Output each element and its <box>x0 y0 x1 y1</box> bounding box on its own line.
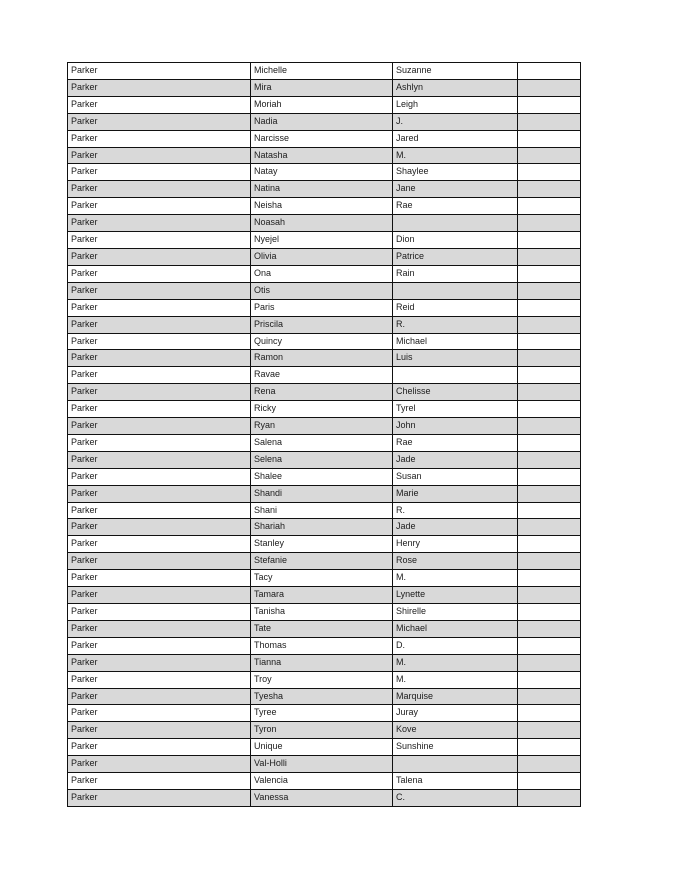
middle-name-cell: Rain <box>393 265 518 282</box>
first-name-cell: Tyron <box>251 722 393 739</box>
table-row <box>68 451 581 468</box>
table-row <box>68 248 581 265</box>
middle-name-cell: Leigh <box>393 96 518 113</box>
last-name-cell: Parker <box>68 620 251 637</box>
blank-cell <box>518 722 581 739</box>
middle-name-cell: Rae <box>393 198 518 215</box>
table-row <box>68 739 581 756</box>
first-name-cell: Selena <box>251 451 393 468</box>
last-name-cell: Parker <box>68 147 251 164</box>
table-row <box>68 350 581 367</box>
blank-cell <box>518 587 581 604</box>
blank-cell <box>518 688 581 705</box>
middle-name-cell: M. <box>393 570 518 587</box>
middle-name-cell: M. <box>393 671 518 688</box>
blank-cell <box>518 570 581 587</box>
first-name-cell: Valencia <box>251 773 393 790</box>
first-name-cell: Paris <box>251 299 393 316</box>
blank-cell <box>518 418 581 435</box>
last-name-cell: Parker <box>68 739 251 756</box>
first-name-cell: Tianna <box>251 654 393 671</box>
first-name-cell: Shariah <box>251 519 393 536</box>
first-name-cell: Nyejel <box>251 232 393 249</box>
middle-name-cell: Jade <box>393 451 518 468</box>
table-row <box>68 181 581 198</box>
middle-name-cell <box>393 282 518 299</box>
middle-name-cell: M. <box>393 147 518 164</box>
last-name-cell: Parker <box>68 688 251 705</box>
first-name-cell: Val-Holli <box>251 756 393 773</box>
first-name-cell: Tamara <box>251 587 393 604</box>
name-roster-body <box>68 63 581 807</box>
first-name-cell: Ryan <box>251 418 393 435</box>
middle-name-cell: Jade <box>393 519 518 536</box>
last-name-cell: Parker <box>68 705 251 722</box>
table-row <box>68 418 581 435</box>
table-row <box>68 384 581 401</box>
table-row <box>68 215 581 232</box>
blank-cell <box>518 384 581 401</box>
table-row <box>68 654 581 671</box>
table-row <box>68 147 581 164</box>
last-name-cell: Parker <box>68 232 251 249</box>
first-name-cell: Tanisha <box>251 604 393 621</box>
last-name-cell: Parker <box>68 434 251 451</box>
middle-name-cell: John <box>393 418 518 435</box>
last-name-cell: Parker <box>68 316 251 333</box>
middle-name-cell: Ashlyn <box>393 79 518 96</box>
last-name-cell: Parker <box>68 350 251 367</box>
last-name-cell: Parker <box>68 418 251 435</box>
middle-name-cell: Juray <box>393 705 518 722</box>
middle-name-cell: Rose <box>393 553 518 570</box>
first-name-cell: Ona <box>251 265 393 282</box>
last-name-cell: Parker <box>68 367 251 384</box>
table-row <box>68 789 581 806</box>
middle-name-cell: Kove <box>393 722 518 739</box>
table-row <box>68 96 581 113</box>
blank-cell <box>518 265 581 282</box>
blank-cell <box>518 282 581 299</box>
middle-name-cell: Chelisse <box>393 384 518 401</box>
table-row <box>68 688 581 705</box>
last-name-cell: Parker <box>68 519 251 536</box>
last-name-cell: Parker <box>68 63 251 80</box>
last-name-cell: Parker <box>68 451 251 468</box>
first-name-cell: Moriah <box>251 96 393 113</box>
first-name-cell: Natasha <box>251 147 393 164</box>
first-name-cell: Troy <box>251 671 393 688</box>
table-row <box>68 367 581 384</box>
last-name-cell: Parker <box>68 215 251 232</box>
last-name-cell: Parker <box>68 282 251 299</box>
table-row <box>68 756 581 773</box>
table-row <box>68 299 581 316</box>
table-row <box>68 722 581 739</box>
last-name-cell: Parker <box>68 570 251 587</box>
middle-name-cell: J. <box>393 113 518 130</box>
blank-cell <box>518 519 581 536</box>
table-row <box>68 63 581 80</box>
first-name-cell: Shani <box>251 502 393 519</box>
table-row <box>68 282 581 299</box>
middle-name-cell: Michael <box>393 333 518 350</box>
last-name-cell: Parker <box>68 265 251 282</box>
blank-cell <box>518 316 581 333</box>
first-name-cell: Tacy <box>251 570 393 587</box>
last-name-cell: Parker <box>68 248 251 265</box>
middle-name-cell: Shirelle <box>393 604 518 621</box>
first-name-cell: Nadia <box>251 113 393 130</box>
table-row <box>68 333 581 350</box>
last-name-cell: Parker <box>68 401 251 418</box>
blank-cell <box>518 164 581 181</box>
table-row <box>68 502 581 519</box>
middle-name-cell: Marie <box>393 485 518 502</box>
middle-name-cell: R. <box>393 316 518 333</box>
middle-name-cell: Sunshine <box>393 739 518 756</box>
last-name-cell: Parker <box>68 553 251 570</box>
table-row <box>68 401 581 418</box>
first-name-cell: Unique <box>251 739 393 756</box>
last-name-cell: Parker <box>68 637 251 654</box>
blank-cell <box>518 468 581 485</box>
middle-name-cell: Shaylee <box>393 164 518 181</box>
first-name-cell: Neisha <box>251 198 393 215</box>
blank-cell <box>518 147 581 164</box>
blank-cell <box>518 502 581 519</box>
middle-name-cell: Lynette <box>393 587 518 604</box>
middle-name-cell: C. <box>393 789 518 806</box>
first-name-cell: Tate <box>251 620 393 637</box>
last-name-cell: Parker <box>68 113 251 130</box>
first-name-cell: Olivia <box>251 248 393 265</box>
table-row <box>68 536 581 553</box>
first-name-cell: Salena <box>251 434 393 451</box>
last-name-cell: Parker <box>68 789 251 806</box>
first-name-cell: Otis <box>251 282 393 299</box>
table-row <box>68 265 581 282</box>
first-name-cell: Mira <box>251 79 393 96</box>
table-row <box>68 198 581 215</box>
first-name-cell: Stefanie <box>251 553 393 570</box>
blank-cell <box>518 63 581 80</box>
table-row <box>68 232 581 249</box>
table-row <box>68 587 581 604</box>
blank-cell <box>518 79 581 96</box>
last-name-cell: Parker <box>68 756 251 773</box>
blank-cell <box>518 198 581 215</box>
blank-cell <box>518 637 581 654</box>
last-name-cell: Parker <box>68 79 251 96</box>
middle-name-cell: Marquise <box>393 688 518 705</box>
last-name-cell: Parker <box>68 671 251 688</box>
middle-name-cell: R. <box>393 502 518 519</box>
first-name-cell: Ricky <box>251 401 393 418</box>
middle-name-cell: Suzanne <box>393 63 518 80</box>
last-name-cell: Parker <box>68 485 251 502</box>
last-name-cell: Parker <box>68 722 251 739</box>
last-name-cell: Parker <box>68 604 251 621</box>
middle-name-cell: Patrice <box>393 248 518 265</box>
middle-name-cell: Jane <box>393 181 518 198</box>
blank-cell <box>518 654 581 671</box>
blank-cell <box>518 248 581 265</box>
blank-cell <box>518 671 581 688</box>
blank-cell <box>518 536 581 553</box>
last-name-cell: Parker <box>68 502 251 519</box>
blank-cell <box>518 789 581 806</box>
middle-name-cell <box>393 756 518 773</box>
last-name-cell: Parker <box>68 164 251 181</box>
blank-cell <box>518 350 581 367</box>
blank-cell <box>518 756 581 773</box>
middle-name-cell <box>393 367 518 384</box>
table-row <box>68 637 581 654</box>
table-row <box>68 316 581 333</box>
first-name-cell: Thomas <box>251 637 393 654</box>
blank-cell <box>518 773 581 790</box>
blank-cell <box>518 215 581 232</box>
table-row <box>68 485 581 502</box>
last-name-cell: Parker <box>68 536 251 553</box>
first-name-cell: Quincy <box>251 333 393 350</box>
middle-name-cell: Reid <box>393 299 518 316</box>
first-name-cell: Shalee <box>251 468 393 485</box>
table-row <box>68 113 581 130</box>
blank-cell <box>518 485 581 502</box>
middle-name-cell: Rae <box>393 434 518 451</box>
table-row <box>68 570 581 587</box>
middle-name-cell: D. <box>393 637 518 654</box>
table-row <box>68 671 581 688</box>
first-name-cell: Tyree <box>251 705 393 722</box>
blank-cell <box>518 553 581 570</box>
last-name-cell: Parker <box>68 130 251 147</box>
blank-cell <box>518 604 581 621</box>
middle-name-cell: Jared <box>393 130 518 147</box>
table-row <box>68 468 581 485</box>
blank-cell <box>518 401 581 418</box>
middle-name-cell: Henry <box>393 536 518 553</box>
first-name-cell: Shandi <box>251 485 393 502</box>
last-name-cell: Parker <box>68 198 251 215</box>
first-name-cell: Michelle <box>251 63 393 80</box>
table-row <box>68 79 581 96</box>
first-name-cell: Narcisse <box>251 130 393 147</box>
first-name-cell: Tyesha <box>251 688 393 705</box>
table-row <box>68 773 581 790</box>
middle-name-cell: Talena <box>393 773 518 790</box>
last-name-cell: Parker <box>68 299 251 316</box>
table-row <box>68 434 581 451</box>
first-name-cell: Rena <box>251 384 393 401</box>
table-row <box>68 553 581 570</box>
first-name-cell: Vanessa <box>251 789 393 806</box>
blank-cell <box>518 451 581 468</box>
first-name-cell: Noasah <box>251 215 393 232</box>
blank-cell <box>518 232 581 249</box>
first-name-cell: Ravae <box>251 367 393 384</box>
table-row <box>68 604 581 621</box>
first-name-cell: Natay <box>251 164 393 181</box>
table-row <box>68 519 581 536</box>
middle-name-cell: M. <box>393 654 518 671</box>
last-name-cell: Parker <box>68 468 251 485</box>
last-name-cell: Parker <box>68 181 251 198</box>
first-name-cell: Ramon <box>251 350 393 367</box>
first-name-cell: Stanley <box>251 536 393 553</box>
blank-cell <box>518 434 581 451</box>
middle-name-cell: Susan <box>393 468 518 485</box>
first-name-cell: Natina <box>251 181 393 198</box>
blank-cell <box>518 333 581 350</box>
blank-cell <box>518 367 581 384</box>
middle-name-cell: Tyrel <box>393 401 518 418</box>
blank-cell <box>518 739 581 756</box>
table-row <box>68 620 581 637</box>
blank-cell <box>518 705 581 722</box>
first-name-cell: Priscila <box>251 316 393 333</box>
blank-cell <box>518 96 581 113</box>
blank-cell <box>518 299 581 316</box>
table-row <box>68 705 581 722</box>
middle-name-cell <box>393 215 518 232</box>
middle-name-cell: Dion <box>393 232 518 249</box>
name-roster-table <box>67 62 581 807</box>
blank-cell <box>518 620 581 637</box>
blank-cell <box>518 181 581 198</box>
blank-cell <box>518 130 581 147</box>
blank-cell <box>518 113 581 130</box>
last-name-cell: Parker <box>68 384 251 401</box>
middle-name-cell: Luis <box>393 350 518 367</box>
last-name-cell: Parker <box>68 773 251 790</box>
middle-name-cell: Michael <box>393 620 518 637</box>
last-name-cell: Parker <box>68 587 251 604</box>
last-name-cell: Parker <box>68 333 251 350</box>
table-row <box>68 130 581 147</box>
table-row <box>68 164 581 181</box>
last-name-cell: Parker <box>68 96 251 113</box>
last-name-cell: Parker <box>68 654 251 671</box>
